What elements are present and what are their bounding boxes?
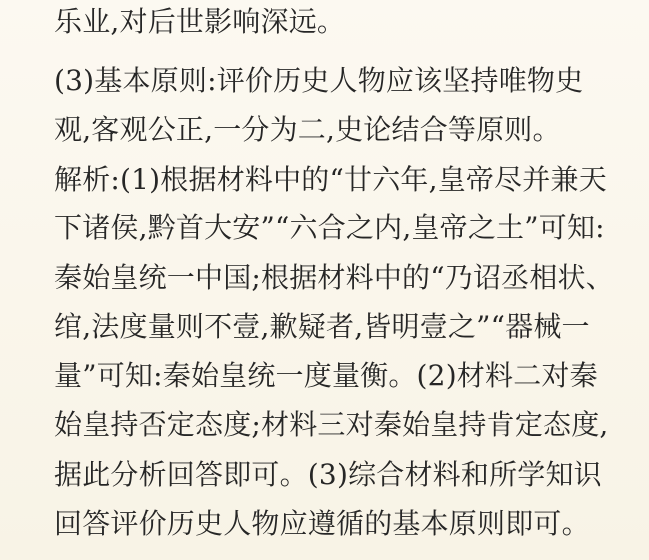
- text-line-6: 秦始皇统一中国;根据材料中的“乃诏丞相状、: [54, 261, 614, 294]
- text-line-1: 乐业,对后世影响深远。: [54, 5, 346, 38]
- text-line-5: 下诸侯,黔首大安”“六合之内,皇帝之土”可知:: [54, 211, 605, 244]
- text-line-9: 始皇持否定态度;材料三对秦始皇持肯定态度,: [54, 408, 609, 441]
- text-line-7: 绾,法度量则不壹,歉疑者,皆明壹之”“器械一: [54, 310, 590, 343]
- text-line-8: 量”可知:秦始皇统一度量衡。(2)材料二对秦: [54, 359, 598, 392]
- text-line-3: 观,客观公正,一分为二,史论结合等原则。: [54, 113, 561, 146]
- text-line-11: 回答评价历史人物应遵循的基本原则即可。: [54, 507, 590, 540]
- text-line-4: 解析:(1)根据材料中的“廿六年,皇帝尽并兼天: [54, 163, 607, 196]
- text-line-10: 据此分析回答即可。(3)综合材料和所学知识: [54, 458, 602, 491]
- text-line-2: (3)基本原则:评价历史人物应该坚持唯物史: [54, 64, 584, 97]
